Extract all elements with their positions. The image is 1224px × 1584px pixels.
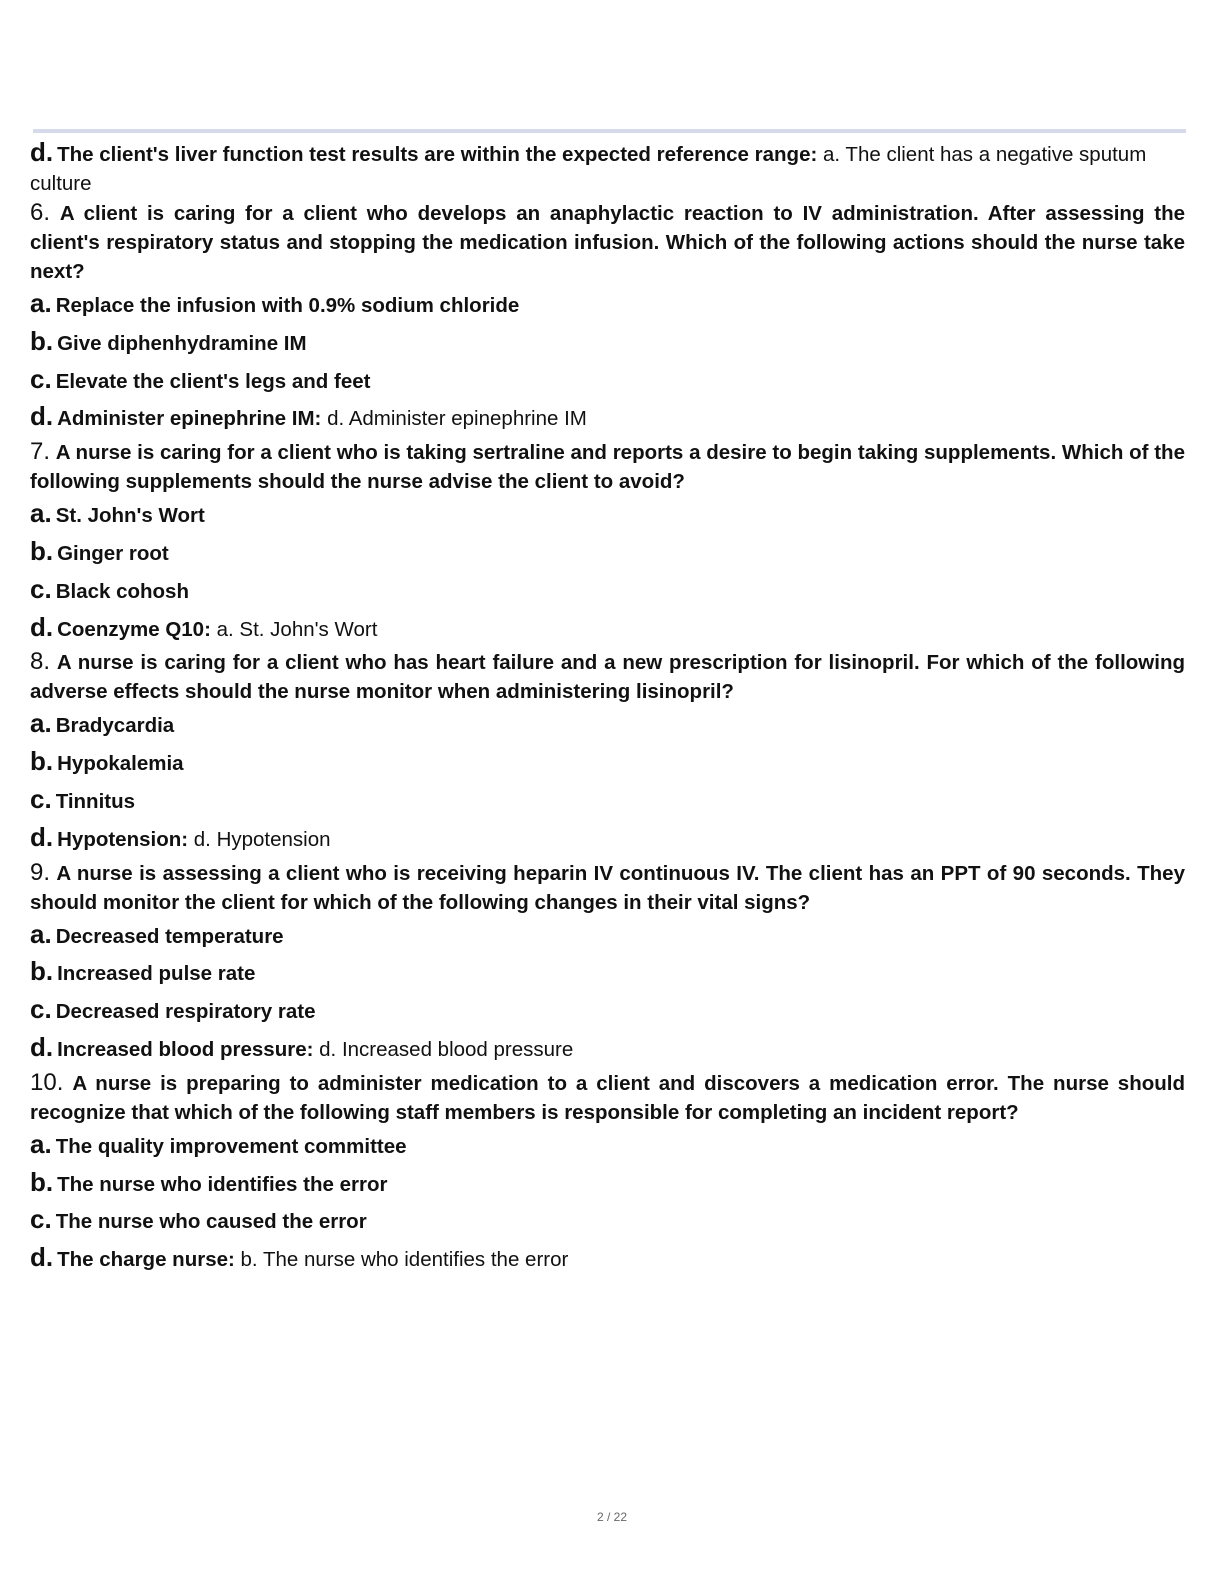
- option-c: c. Elevate the client's legs and feet: [30, 363, 371, 394]
- carryover-option: [30, 138, 1185, 198]
- answer-text: d. Hypotension: [193, 827, 331, 851]
- page-number: 2 / 22: [596, 1510, 628, 1524]
- option-text: The client's liver function test results are within the expected reference range:: [57, 143, 818, 166]
- option-a: a. Replace the infusion with 0.9% sodium chloride: [30, 288, 520, 318]
- option-b: b. Increased pulse rate: [30, 956, 256, 987]
- answer-text: a. St. John's Wort: [216, 617, 378, 641]
- option-b: b. Give diphenhydramine IM: [30, 325, 307, 356]
- question-8: [30, 647, 1185, 706]
- question-9: [30, 858, 1185, 917]
- option-d: d. Coenzyme Q10: a. St. John's Wort: [30, 611, 378, 642]
- option-d: d. The charge nurse: b. The nurse who identifies the error: [30, 1242, 569, 1273]
- question-number: 6.: [30, 199, 51, 226]
- question-number: 7.: [30, 438, 51, 466]
- header-divider: [33, 129, 1186, 133]
- option-b: b. Ginger root: [30, 535, 169, 566]
- answer-text: b. The nurse who identifies the error: [240, 1248, 569, 1272]
- option-a: a. St. John's Wort: [30, 498, 205, 529]
- option-a: a. The quality improvement committee: [30, 1128, 407, 1159]
- question-text: A nurse is preparing to administer medication to a client and discovers a medication error. The nurse should recognize that which of the following staff members is responsible for completing an incident report?: [30, 1071, 1185, 1124]
- option-a: a. Bradycardia: [30, 708, 175, 739]
- question-text: A nurse is caring for a client who has heart failure and a new prescription for lisinopril. For which of the following adverse effects should the nurse monitor when administering lisinopril?: [30, 651, 1185, 704]
- option-c: c. Decreased respiratory rate: [30, 994, 316, 1025]
- answer-text: d. Administer epinephrine IM: [327, 407, 587, 431]
- question-7: [30, 437, 1185, 496]
- option-c: c. Tinnitus: [30, 783, 136, 814]
- question-number: 10.: [30, 1068, 64, 1096]
- question-10: [30, 1068, 1185, 1127]
- option-b: b. Hypokalemia: [30, 746, 184, 777]
- question-number: 8.: [30, 648, 51, 676]
- option-letter: d.: [30, 137, 54, 167]
- answer-text: a. The client has a negative sputum culture: [30, 143, 1147, 195]
- option-d: d. Administer epinephrine IM: d. Administer epinephrine IM: [30, 401, 587, 432]
- option-c: c. Black cohosh: [30, 573, 189, 604]
- question-text: A nurse is caring for a client who is taking sertraline and reports a desire to begin taking supplements. Which of the following supplements should the nurse advise the client to avoid?: [30, 441, 1185, 494]
- question-text: A client is caring for a client who develops an anaphylactic reaction to IV administration. After assessing the client's respiratory status and stopping the medication infusion. Which of the following actions should the nurse take next?: [30, 202, 1186, 283]
- option-a: a. Decreased temperature: [30, 918, 284, 949]
- option-b: b. The nurse who identifies the error: [30, 1166, 388, 1197]
- question-number: 9.: [30, 858, 51, 886]
- answer-text: d. Increased blood pressure: [319, 1037, 574, 1061]
- question-text: A nurse is assessing a client who is receiving heparin IV continuous IV. The client has an PPT of 90 seconds. They should monitor the client for which of the following changes in their vital signs?: [30, 861, 1185, 914]
- option-d: d. Hypotension: d. Hypotension: [30, 821, 331, 852]
- option-c: c. The nurse who caused the error: [30, 1204, 367, 1235]
- option-d: d. Increased blood pressure: d. Increased blood pressure: [30, 1031, 574, 1062]
- document-body: [30, 138, 1185, 1278]
- question-6: [30, 198, 1185, 286]
